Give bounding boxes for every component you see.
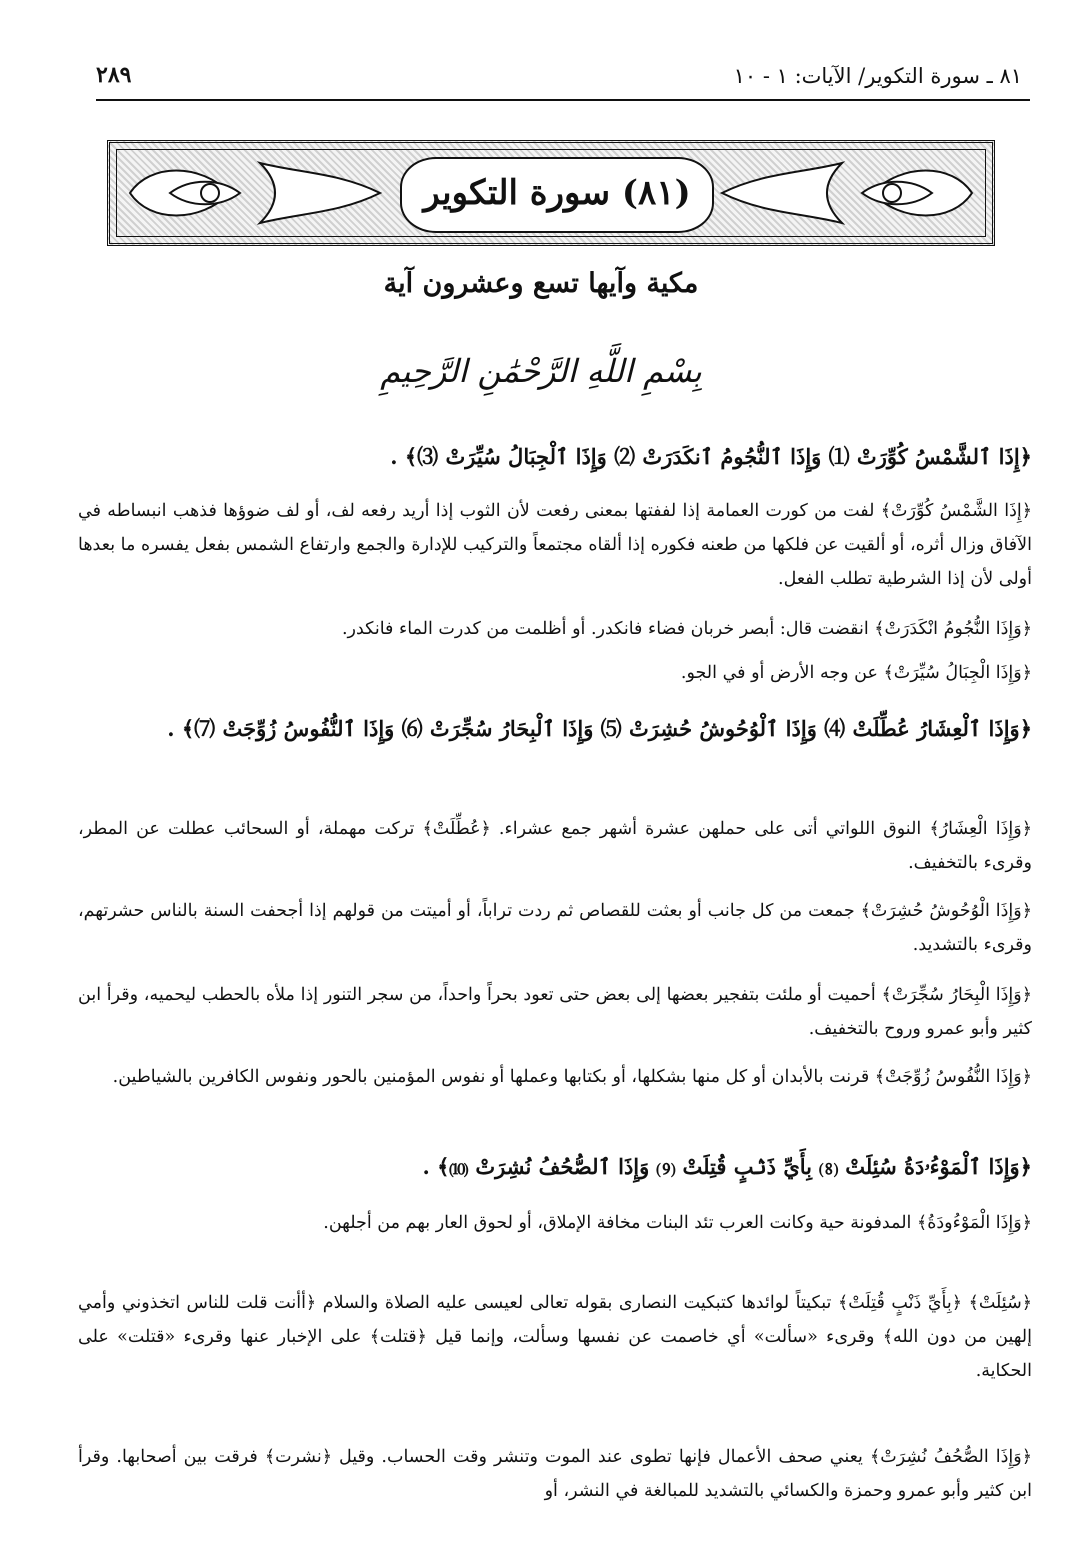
running-header [88, 62, 1022, 94]
surah-banner [107, 140, 995, 246]
commentary-paragraph: ﴿وَإِذَا الْبِحَارُ سُجِّرَتْ﴾ أحميت أو ملئت بتفجير بعضها إلى بعض حتى تعود بحراً واحداً، من سجر التنور إذا ملأه بالحطب ليحميه، وقرأ ابن كثير وأبو عمرو وروح بالتخفيف. [78, 985, 1032, 1039]
commentary-paragraph: ﴿وَإِذَا الْوُحُوشُ حُشِرَتْ﴾ جمعت من كل جانب أو بعثت للقصاص ثم ردت تراباً، أو أميتت من قولهم إذا أجحفت السنة بالناس حشرتهم، وقرىء بالتشديد. [78, 901, 1032, 955]
commentary-paragraph: ﴿وَإِذَا الْمَوْءُودَةُ﴾ المدفونة حية وكانت العرب تئد البنات مخافة الإملاق، أو لحوق العار بهم من أجلهن. [323, 1213, 1032, 1233]
verse-line: ﴿وَإِذَا ٱلْمَوْءُۥدَةُ سُئِلَتْ ⑻ بِأَيِّ ذَنۢبٍ قُتِلَتْ ⑼ وَإِذَا ٱلصُّحُفُ نُشِرَتْ ⑽﴾ . [422, 1154, 1032, 1179]
commentary-paragraph: ﴿وَإِذَا الْجِبَالُ سُيِّرَتْ﴾ عن وجه الأرض أو في الجو. [680, 663, 1032, 683]
surah-subtitle: مكية وآيها تسع وعشرون آية [383, 268, 699, 299]
commentary-paragraph: ﴿وَإِذَا النُّجُومُ انْكَدَرَتْ﴾ انقضت قال: أبصر خربان فضاء فانكدر. أو أظلمت من كدرت الماء فانكدر. [341, 619, 1032, 639]
verse-line: ﴿وَإِذَا ٱلْعِشَارُ عُطِّلَتْ ⑷ وَإِذَا ٱلْوُحُوشُ حُشِرَتْ ⑸ وَإِذَا ٱلْبِحَارُ سُجِّرَتْ ⑹ وَإِذَا ٱلنُّفُوسُ زُوِّجَتْ ⑺﴾ . [167, 716, 1032, 741]
commentary-paragraph: ﴿وَإِذَا الْعِشَارُ﴾ النوق اللواتي أتى على حملهن عشرة أشهر جمع عشراء. ﴿عُطِّلَتْ﴾ تركت مهملة، أو السحائب عطلت عن المطر، وقرىء بالتخفيف. [78, 819, 1032, 873]
surah-title: (٨١) سورة التكوير [423, 173, 691, 213]
commentary-paragraph: ﴿إِذَا الشَّمْسُ كُوِّرَتْ﴾ لفت من كورت العمامة إذا لففتها بمعنى رفعت لأن الثوب إذا أريد رفعه لف، أو لف ضوؤها فذهب انبساطه في الآفاق وزال أثره، أو ألقيت عن فلكها من طعنه فكوره إذا ألقاه مجتمعاً والتركيب للإدارة والجمع وارتفاع الشمس بفعل يفسره ما بعدها أولى لأن إذا الشرطية تطلب الفعل. [78, 501, 1032, 589]
running-title: ٨١ ـ سورة التكوير/ الآيات: ١ - ١٠ [733, 64, 1022, 88]
commentary-paragraph: ﴿وَإِذَا الصُّحُفُ نُشِرَتْ﴾ يعني صحف الأعمال فإنها تطوى عند الموت وتنشر وقت الحساب. وقيل ﴿نشرت﴾ فرقت بين أصحابها. وقرأ ابن كثير وأبو عمرو وحمزة والكسائي بالتشديد للمبالغة في النشر، أو [78, 1447, 1032, 1501]
banner-title-cartouche [400, 157, 714, 233]
page-number: ٢٨٩ [96, 62, 132, 88]
basmala: بِسْمِ اللَّهِ الرَّحْمَٰنِ الرَّحِيمِ [380, 352, 702, 390]
commentary-paragraph: ﴿وَإِذَا النُّفُوسُ زُوِّجَتْ﴾ قرنت بالأبدان أو كل منها بشكلها، أو بكتابها وعملها أو نفوس المؤمنين بالحور ونفوس الكافرين بالشياطين. [112, 1067, 1032, 1087]
commentary-paragraph: ﴿سُئِلَتْ﴾ ﴿بِأَيِّ ذَنْبٍ قُتِلَتْ﴾ تبكيتاً لوائدها كتبكيت النصارى بقوله تعالى لعيسى عليه الصلاة والسلام ﴿أأنت قلت للناس اتخذوني وأمي إلهين من دون الله﴾ وقرىء «سألت» أي خاصمت عن نفسها وسألت، وإنما قيل ﴿قتلت﴾ على الإخبار عنها وقرىء «قتلت» على الحكاية. [78, 1293, 1032, 1381]
header-rule [96, 99, 1030, 101]
verse-line: ﴿إِذَا ٱلشَّمْسُ كُوِّرَتْ ⑴ وَإِذَا ٱلنُّجُومُ ٱنكَدَرَتْ ⑵ وَإِذَا ٱلْجِبَالُ سُيِّرَتْ ⑶﴾ . [390, 444, 1032, 469]
